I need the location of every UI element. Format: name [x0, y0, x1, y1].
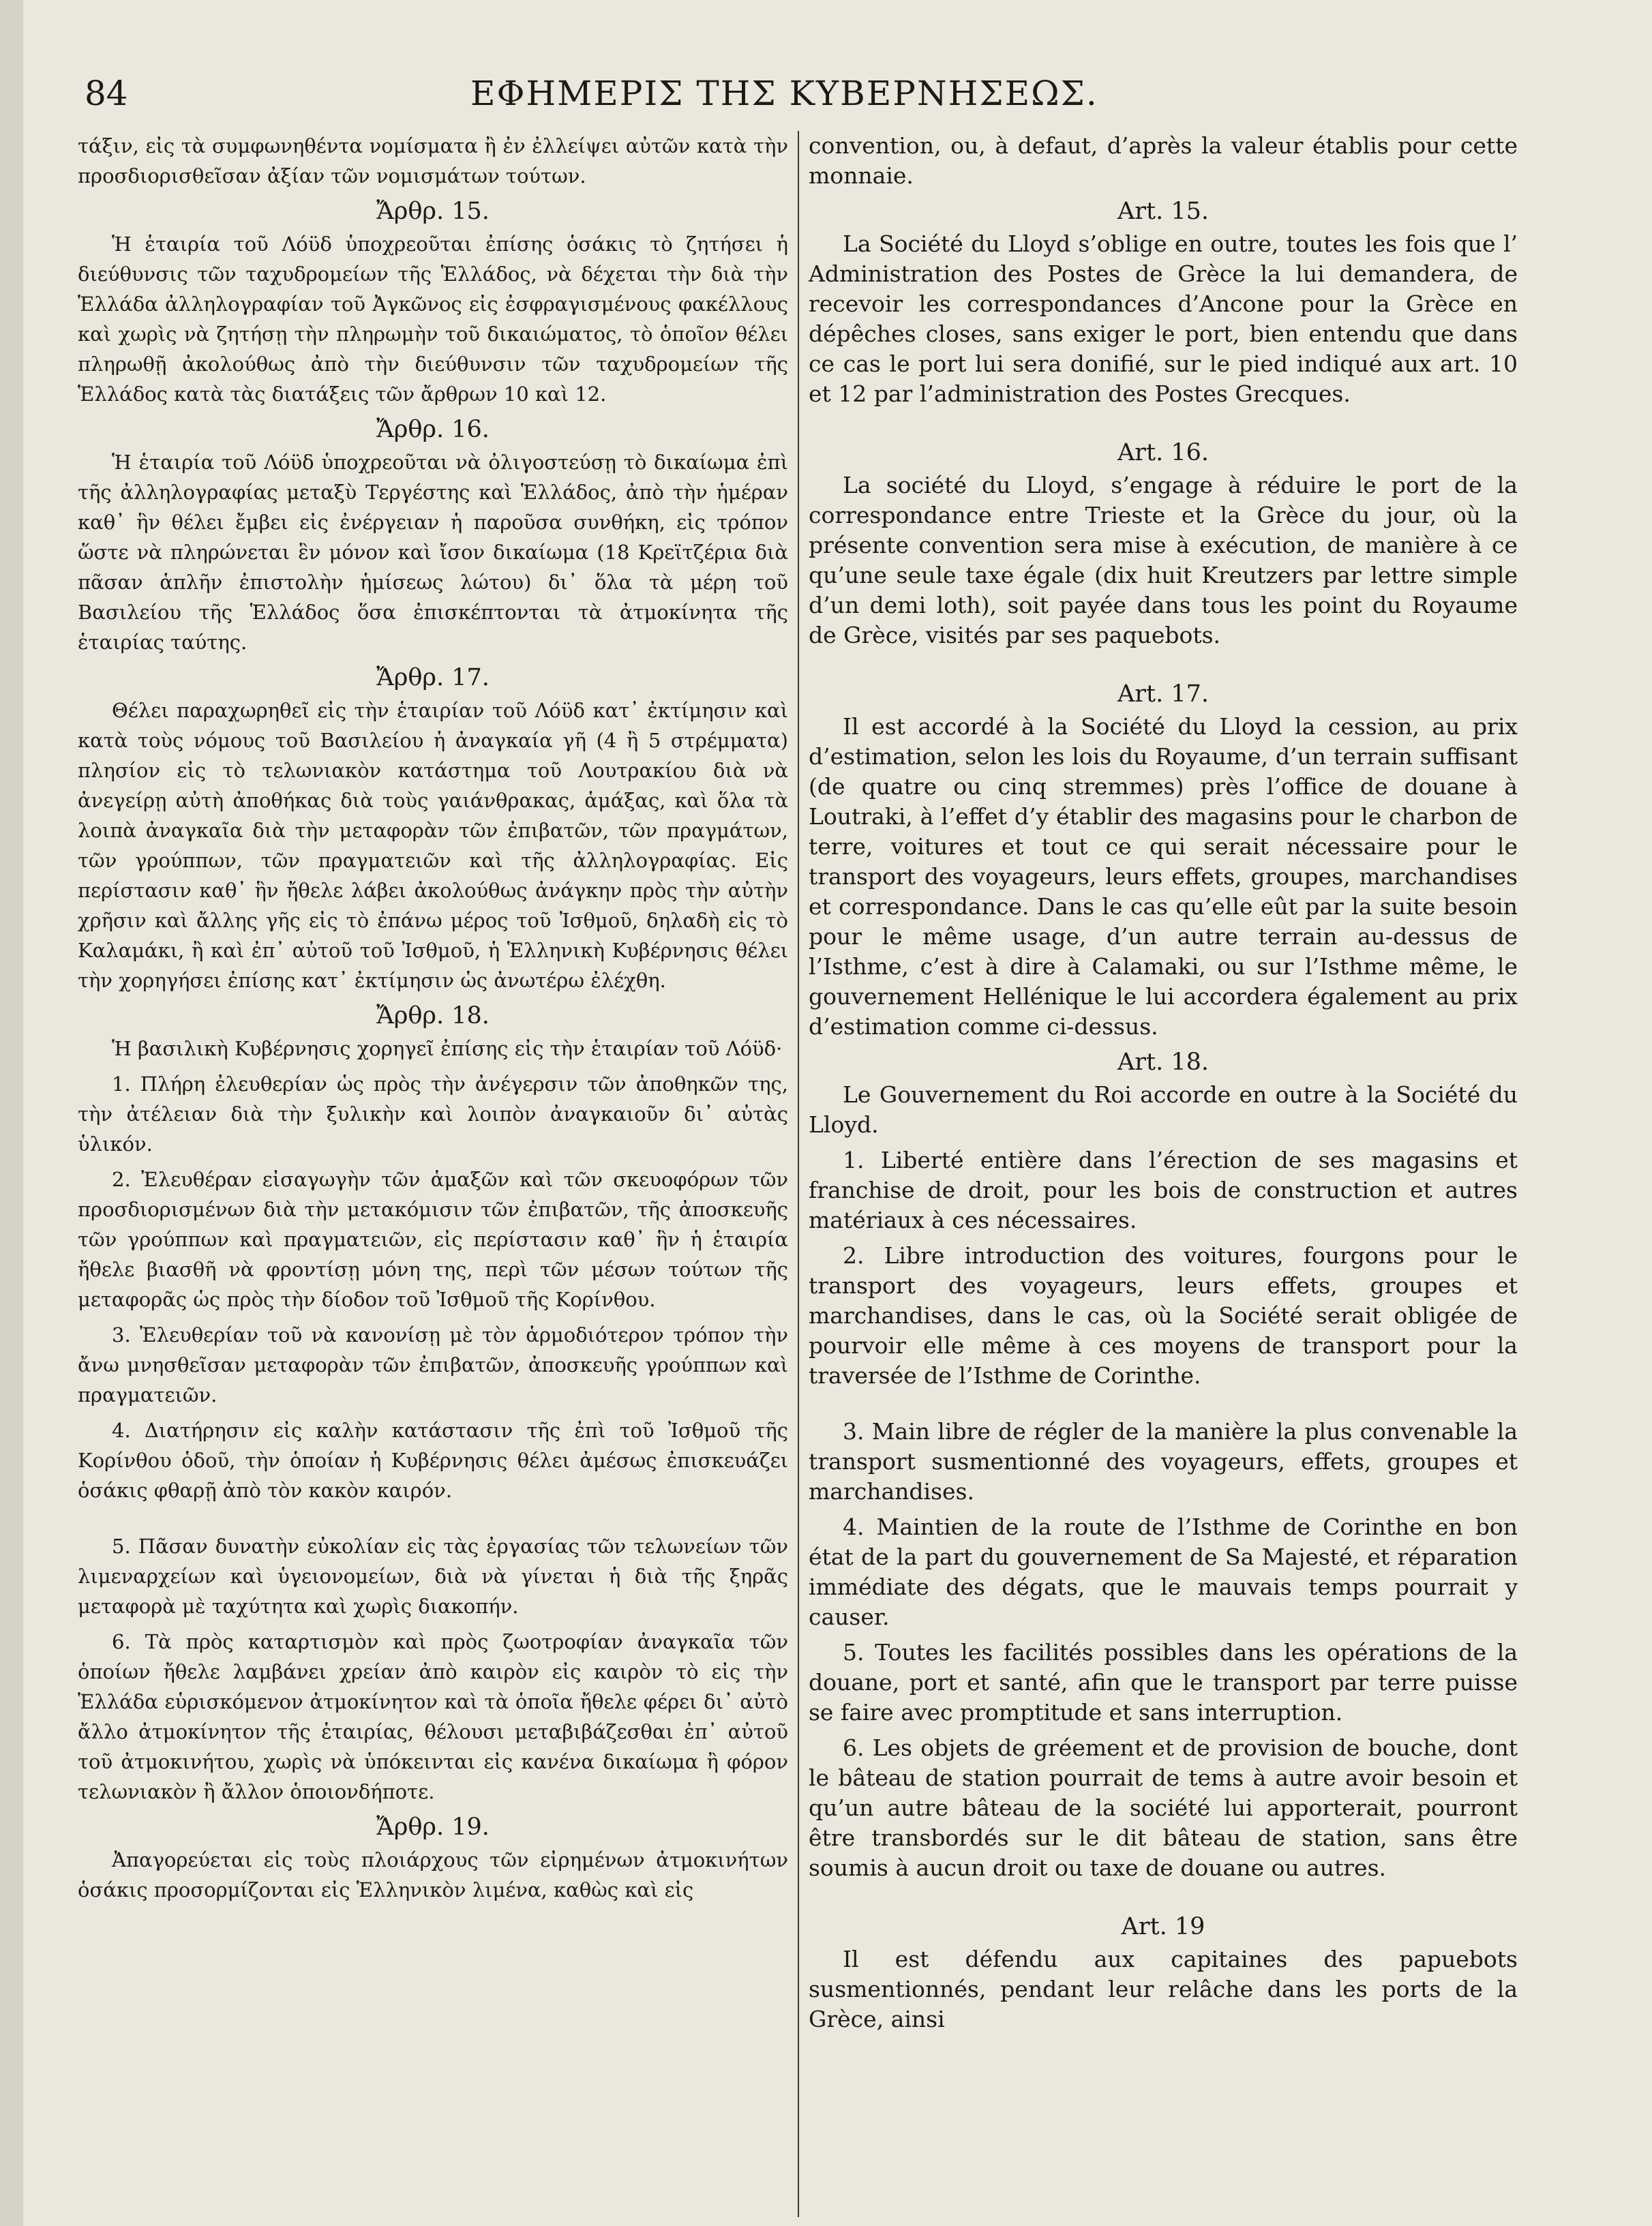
article-heading: Ἄρθρ. 18.	[376, 1002, 490, 1029]
article-heading: Ἄρθρ. 16.	[376, 416, 490, 443]
page-number: 84	[85, 74, 128, 113]
paragraph: 3. Main libre de régler de la manière la plus convenable la transport susmentionné des voyageurs, effets, groupes et marchandises.	[809, 1418, 1518, 1505]
paragraph: Ἡ ἑταιρία τοῦ Λόϋδ ὑποχρεοῦται νὰ ὀλιγοστεύσῃ τὸ δικαίωμα ἐπὶ τῆς ἀλληλογραφίας μεταξὺ Τεργέστης καὶ Ἑλλάδος, ἀπὸ τὴν ἡμέραν καθ᾽ ἣν θέλει ἔμβει εἰς ἐνέργειαν ἡ παροῦσα συνθήκη, εἰς τρόπον ὥστε νὰ πληρώνεται ἓν μόνον καὶ ἴσον δικαίωμα (18 Κρεϊτζέρια διὰ πᾶσαν ἁπλῆν ἐπιστολὴν ἡμίσεως λώτου) δι᾽ ὅλα τὰ μέρη τοῦ Βασιλείου τῆς Ἑλλάδος ὅσα ἐπισκέπτονται τὰ ἀτμοκίνητα τῆς ἑταιρίας ταύτης.	[78, 451, 788, 654]
column-divider	[798, 131, 799, 2217]
paragraph: Ἡ ἑταιρία τοῦ Λόϋδ ὑποχρεοῦται ἐπίσης ὁσάκις τὸ ζητήσει ἡ διεύθυνσις τῶν ταχυδρομείων τῆς Ἑλλάδος, νὰ δέχεται τὴν διὰ τὴν Ἑλλάδα ἀλληλογραφίαν τοῦ Ἀγκῶνος εἰς ἐσφραγισμένους φακέλλους καὶ χωρὶς νὰ ζητήσῃ τὴν πληρωμὴν τοῦ δικαιώματος, τὸ ὁποῖον θέλει πληρωθῇ ἀκολούθως ἀπὸ τὴν διεύθυνσιν τῶν ταχυδρομείων τῆς Ἑλλάδος κατὰ τὰς διατάξεις τῶν ἄρθρων 10 καὶ 12.	[78, 232, 788, 406]
article-heading: Art. 17.	[1117, 680, 1209, 708]
article-heading: Art. 19	[1121, 1913, 1205, 1940]
paragraph: convention, ou, à defaut, d’après la valeur établis pour cette monnaie.	[809, 132, 1518, 189]
paragraph: 2. Libre introduction des voitures, fourgons pour le transport des voyageurs, leurs effets, groupes et marchandises, dans le cas, où la Société serait obligée de pourvoir elle même à ces moyens de transport pour la traversée de l’Isthme de Corinthe.	[809, 1242, 1518, 1389]
paragraph: Le Gouvernement du Roi accorde en outre à la Société du Lloyd.	[809, 1081, 1518, 1138]
paragraph: La Société du Lloyd s’oblige en outre, toutes les fois que l’ Administration des Postes de Grèce la lui demandera, de recevoir les correspondances d’Ancone pour la Grèce en dépêches closes, sans exiger le port, bien entendu que dans ce cas le port lui sera donifié, sur le pied indiqué aux art. 10 et 12 par l’administration des Postes Grecques.	[809, 230, 1518, 407]
paragraph: 1. Liberté entière dans l’érection de ses magasins et franchise de droit, pour les bois de construction et autres matériaux à ces nécessaires.	[809, 1147, 1518, 1233]
paragraph: 3. Ἐλευθερίαν τοῦ νὰ κανονίσῃ μὲ τὸν ἁρμοδιότερον τρόπον τὴν ἄνω μνησθεῖσαν μεταφορὰν τῶν ἐπιβατῶν, ἀποσκευῆς γρούππων καὶ πραγματειῶν.	[78, 1323, 788, 1407]
article-heading: Art. 15.	[1117, 198, 1209, 225]
article-heading: Ἄρθρ. 19.	[376, 1814, 490, 1841]
paragraph: 6. Les objets de gréement et de provision de bouche, dont le bâteau de station pourrait de tems à autre avoir besoin et qu’un autre bâteau de la société lui apporterait, pourront être transbordés sur le dit bâteau de station, sans être soumis à aucun droit ou taxe de douane ou autres.	[809, 1734, 1518, 1881]
paragraph: Ἡ βασιλικὴ Κυβέρνησις χορηγεῖ ἐπίσης εἰς τὴν ἑταιρίαν τοῦ Λόϋδ·	[112, 1037, 783, 1060]
paragraph-spacer	[809, 1889, 1518, 1909]
greek-column	[78, 131, 788, 1910]
article-heading: Art. 16.	[1117, 439, 1209, 466]
article-heading: Ἄρθρ. 17.	[376, 664, 490, 691]
paragraph: 2. Ἐλευθέραν εἰσαγωγὴν τῶν ἁμαξῶν καὶ τῶν σκευοφόρων τῶν προσδιορισμένων διὰ τὴν μετακόμισιν τῶν ἐπιβατῶν, τῆς ἀποσκευῆς τῶν γρούππων καὶ πραγματειῶν, εἰς περίστασιν καθ᾽ ἣν ἡ ἑταιρία ἤθελε βιασθῆ νὰ φροντίσῃ μόνη της, περὶ τῶν μέσων τούτων τῆς μεταφορᾶς ὡς πρὸς τὴν δίοδον τοῦ Ἰσθμοῦ τῆς Κορίνθου.	[78, 1168, 788, 1311]
page-edge-shadow	[0, 0, 23, 2226]
running-title: ΕΦΗΜΕΡΙΣ ΤΗΣ ΚΥΒΕΡΝΗΣΕΩΣ.	[470, 74, 1098, 113]
article-heading: Ἄρθρ. 15.	[376, 198, 490, 225]
paragraph: 5. Toutes les facilités possibles dans les opérations de la douane, port et santé, afin que le transport par terre puisse se faire avec promptitude et sans interruption.	[809, 1639, 1518, 1726]
paragraph: La société du Lloyd, s’engage à réduire le port de la correspondance entre Trieste et la Grèce du jour, où la présente convention sera mise à exécution, de manière à ce qu’une seule taxe égale (dix huit Kreutzers par lettre simple d’un demi loth), soit payée dans tous les point du Royaume de Grèce, visités par ses paquebots.	[809, 472, 1518, 648]
paragraph: 1. Πλήρη ἐλευθερίαν ὡς πρὸς τὴν ἀνέγερσιν τῶν ἀποθηκῶν της, τὴν ἀτέλειαν διὰ τὴν ξυλικὴν καὶ λοιπὸν ἀναγκαιοῦν δι᾽ αὐτὰς ὑλικόν.	[78, 1072, 788, 1156]
paragraph: Θέλει παραχωρηθεῖ εἰς τὴν ἑταιρίαν τοῦ Λόϋδ κατ᾽ ἐκτίμησιν καὶ κατὰ τοὺς νόμους τοῦ Βασιλείου ἡ ἀναγκαία γῆ (4 ἢ 5 στρέμματα) πλησίον εἰς τὸ τελωνιακὸν κατάστημα τοῦ Λουτρακίου διὰ νὰ ἀνεγείρῃ αὐτὴ ἀποθήκας διὰ τοὺς γαιάνθρακας, ἁμάξας, καὶ ὅλα τὰ λοιπὰ ἀναγκαῖα διὰ τὴν μεταφορὰν τῶν ἐπιβατῶν, τῶν πραγμάτων, τῶν γρούππων, τῶν πραγματειῶν καὶ τῆς ἀλληλογραφίας. Εἰς περίστασιν καθ᾽ ἣν ἤθελε λάβει ἀκολούθως ἀνάγκην πρὸς τὴν αὐτὴν χρῆσιν καὶ ἄλλης γῆς εἰς τὸ ἐπάνω μέρος τοῦ Ἰσθμοῦ, δηλαδὴ εἰς τὸ Καλαμάκι, ἢ καὶ ἐπ᾽ αὐτοῦ τοῦ Ἰσθμοῦ, ἡ Ἑλληνικὴ Κυβέρνησις θέλει τὴν χορηγήσει ἐπίσης κατ᾽ ἐκτίμησιν ὡς ἀνωτέρω ἐλέχθη.	[78, 699, 788, 992]
paragraph: Il est défendu aux capitaines des papuebots susmentionnés, pendant leur relâche dans les ports de la Grèce, ainsi	[809, 1946, 1518, 2032]
paragraph-spacer	[809, 656, 1518, 676]
paragraph-spacer	[78, 1511, 788, 1531]
paragraph-spacer	[809, 1396, 1518, 1417]
paragraph: τάξιν, εἰς τὰ συμφωνηθέντα νομίσματα ἢ ἐν ἐλλείψει αὐτῶν κατὰ τὴν προσδιορισθεῖσαν ἀξίαν τῶν νομισμάτων τούτων.	[78, 134, 788, 187]
paragraph: 6. Τὰ πρὸς καταρτισμὸν καὶ πρὸς ζωοτροφίαν ἀναγκαῖα τῶν ὁποίων ἤθελε λαμβάνει χρείαν ἀπὸ καιρὸν εἰς καιρὸν τὸ εἰς τὴν Ἑλλάδα εὑρισκόμενον ἀτμοκίνητον καὶ τὰ ὁποῖα ἤθελε φέρει δι᾽ αὐτὸ ἄλλο ἀτμοκίνητον τῆς ἑταιρίας, θέλουσι μεταβιβάζεσθαι ἐπ᾽ αὐτοῦ τοῦ ἀτμοκινήτου, χωρὶς νὰ ὑπόκεινται εἰς κανένα δικαίωμα ἢ φόρον τελωνιακὸν ἢ ἄλλον ὁποιονδήποτε.	[78, 1630, 788, 1803]
paragraph: 4. Διατήρησιν εἰς καλὴν κατάστασιν τῆς ἐπὶ τοῦ Ἰσθμοῦ τῆς Κορίνθου ὁδοῦ, τὴν ὁποίαν ἡ Κυβέρνησις θέλει ἀμέσως ἐπισκευάζει ὁσάκις φθαρῇ ἀπὸ τὸν κακὸν καιρόν.	[78, 1419, 788, 1502]
paragraph: 4. Maintien de la route de l’Isthme de Corinthe en bon état de la part du gouvernement de Sa Majesté, et réparation immédiate des dégats, que le mauvais temps pourrait y causer.	[809, 1514, 1518, 1630]
paragraph: Ἀπαγορεύεται εἰς τοὺς πλοιάρχους τῶν εἰρημένων ἀτμοκινήτων ὁσάκις προσορμίζονται εἰς Ἑλληνικὸν λιμένα, καθὼς καὶ εἰς	[78, 1848, 788, 1901]
french-column	[809, 131, 1518, 2040]
paragraph: Il est accordé à la Société du Lloyd la cession, au prix d’estimation, selon les lois du Royaume, d’un terrain suffisant (de quatre ou cinq stremmes) près l’office de douane à Loutraki, à l’effet d’y établir des magasins pour le charbon de terre, voitures et tout ce qui serait nécessaire pour le transport des voyageurs, leurs effets, groupes, marchandises et correspondance. Dans le cas qu’elle eût par la suite besoin pour le même usage, d’un autre terrain au-dessus de l’Isthme, c’est à dire à Calamaki, ou sur l’Isthme même, le gouvernement Hellénique le lui accordera également au prix d’estimation comme ci-dessus.	[809, 713, 1518, 1040]
paragraph: 5. Πᾶσαν δυνατὴν εὐκολίαν εἰς τὰς ἐργασίας τῶν τελωνείων τῶν λιμεναρχείων καὶ ὑγειονομείων, διὰ νὰ γίνεται ἡ διὰ τῆς ξηρᾶς μεταφορὰ μὲ ταχύτητα καὶ χωρὶς διακοπήν.	[78, 1535, 788, 1618]
paragraph-spacer	[809, 415, 1518, 435]
article-heading: Art. 18.	[1117, 1049, 1209, 1076]
